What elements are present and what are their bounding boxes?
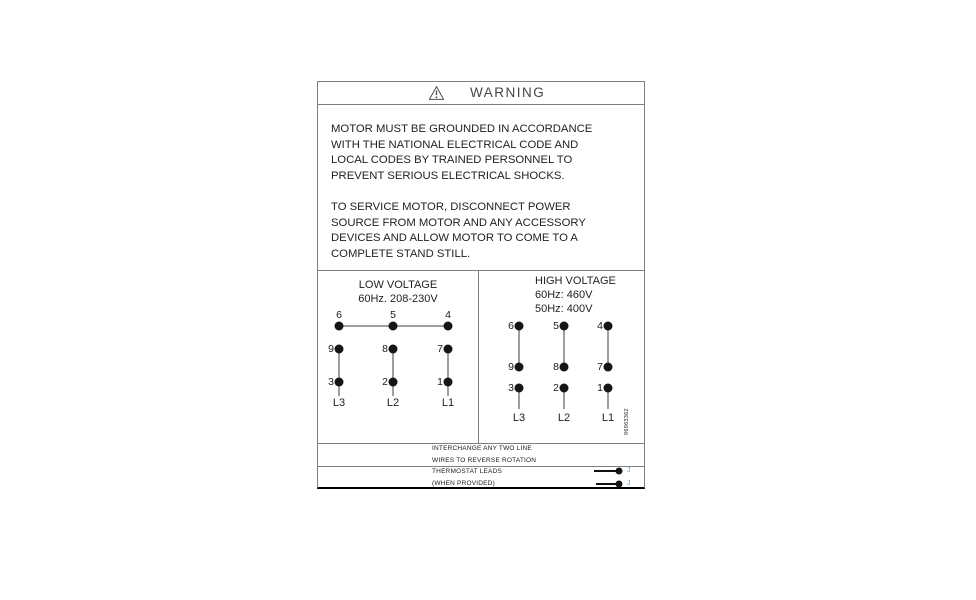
terminal-dot	[604, 322, 613, 331]
low-voltage-subtitle: 60Hz. 208-230V	[358, 293, 438, 305]
thermostat-note-line2: (WHEN PROVIDED)	[432, 480, 495, 487]
warning-header	[318, 82, 644, 104]
terminal-number: 6	[508, 320, 514, 332]
voltage-section-divider	[318, 270, 644, 271]
terminal-dot	[335, 322, 344, 331]
warning-text-line: COMPLETE STAND STILL.	[331, 247, 471, 260]
warning-text-line: MOTOR MUST BE GROUNDED IN ACCORDANCE	[331, 123, 593, 135]
terminal-dot	[444, 322, 453, 331]
terminal-number: 2	[382, 376, 388, 388]
terminal-dot	[444, 378, 453, 387]
terminal-number: 4	[597, 320, 603, 332]
terminal-dot	[389, 345, 398, 354]
part-number: 96963362	[624, 408, 630, 435]
header-divider	[318, 104, 644, 105]
thermostat-lead-dot	[616, 481, 623, 488]
high-voltage-subtitle-60hz: 60Hz: 460V	[535, 289, 593, 301]
terminal-number: 2	[553, 382, 559, 394]
terminal-number: 9	[328, 343, 334, 355]
line-label: L2	[386, 397, 400, 409]
motor-warning-label	[317, 81, 645, 489]
rotation-note-line2: WIRES TO REVERSE ROTATION	[432, 457, 537, 464]
warning-text-line: DEVICES AND ALLOW MOTOR TO COME TO A	[331, 232, 578, 244]
terminal-number: 5	[553, 320, 559, 332]
terminal-number: 7	[437, 343, 443, 355]
warning-body	[331, 122, 631, 262]
connector-line	[447, 349, 449, 396]
voltage-cells-divider	[478, 270, 479, 443]
thermostat-note-line1: THERMOSTAT LEADS	[432, 468, 503, 475]
terminal-number: 6	[336, 309, 342, 321]
high-voltage-subtitle-50hz: 50Hz: 400V	[535, 303, 593, 315]
line-label: L1	[441, 397, 455, 409]
line-label: L1	[601, 412, 615, 424]
terminal-number: 7	[597, 361, 603, 373]
connector-line	[563, 326, 565, 367]
thermostat-lead-label: J	[627, 467, 631, 474]
terminal-dot	[604, 363, 613, 372]
grounding-warning-paragraph	[331, 122, 631, 184]
high-voltage-title: HIGH VOLTAGE	[535, 275, 616, 287]
notes-divider-1	[318, 443, 644, 444]
connector-line	[607, 326, 609, 367]
terminal-dot	[389, 322, 398, 331]
terminal-number: 3	[508, 382, 514, 394]
terminal-dot	[515, 363, 524, 372]
terminal-number: 5	[390, 309, 396, 321]
warning-text-line: TO SERVICE MOTOR, DISCONNECT POWER	[331, 201, 571, 213]
rotation-note-line1: INTERCHANGE ANY TWO LINE	[432, 445, 532, 452]
warning-text-line: SOURCE FROM MOTOR AND ANY ACCESSORY	[331, 216, 586, 229]
terminal-dot	[444, 345, 453, 354]
connector-line	[338, 349, 340, 396]
terminal-dot	[389, 378, 398, 387]
terminal-dot	[335, 378, 344, 387]
terminal-dot	[560, 322, 569, 331]
warning-text-line: LOCAL CODES BY TRAINED PERSONNEL TO	[331, 154, 573, 166]
terminal-number: 1	[437, 376, 443, 388]
warning-text-line: PREVENT SERIOUS ELECTRICAL SHOCKS.	[331, 169, 565, 182]
terminal-number: 8	[382, 343, 388, 355]
line-label: L2	[557, 412, 571, 424]
terminal-dot	[560, 384, 569, 393]
terminal-number: 4	[445, 309, 451, 321]
warning-text-line: WITH THE NATIONAL ELECTRICAL CODE AND	[331, 138, 579, 151]
terminal-number: 3	[328, 376, 334, 388]
connector-line	[518, 326, 520, 367]
notes-divider-2	[318, 466, 644, 467]
line-label: L3	[512, 412, 526, 424]
low-voltage-title: LOW VOLTAGE	[358, 279, 438, 291]
connector-line	[392, 349, 394, 396]
terminal-number: 8	[553, 361, 559, 373]
low-voltage-heading	[318, 278, 478, 306]
service-warning-paragraph	[331, 200, 631, 262]
warning-title: WARNING	[470, 85, 546, 100]
terminal-dot	[515, 384, 524, 393]
terminal-dot	[335, 345, 344, 354]
thermostat-lead-label: J	[627, 480, 631, 487]
terminal-number: 1	[597, 382, 603, 394]
warning-triangle-icon	[428, 85, 445, 101]
terminal-dot	[560, 363, 569, 372]
terminal-dot	[604, 384, 613, 393]
terminal-dot	[515, 322, 524, 331]
thermostat-lead-dot	[616, 468, 623, 475]
terminal-number: 9	[508, 361, 514, 373]
line-label: L3	[332, 397, 346, 409]
high-voltage-heading	[535, 274, 616, 316]
